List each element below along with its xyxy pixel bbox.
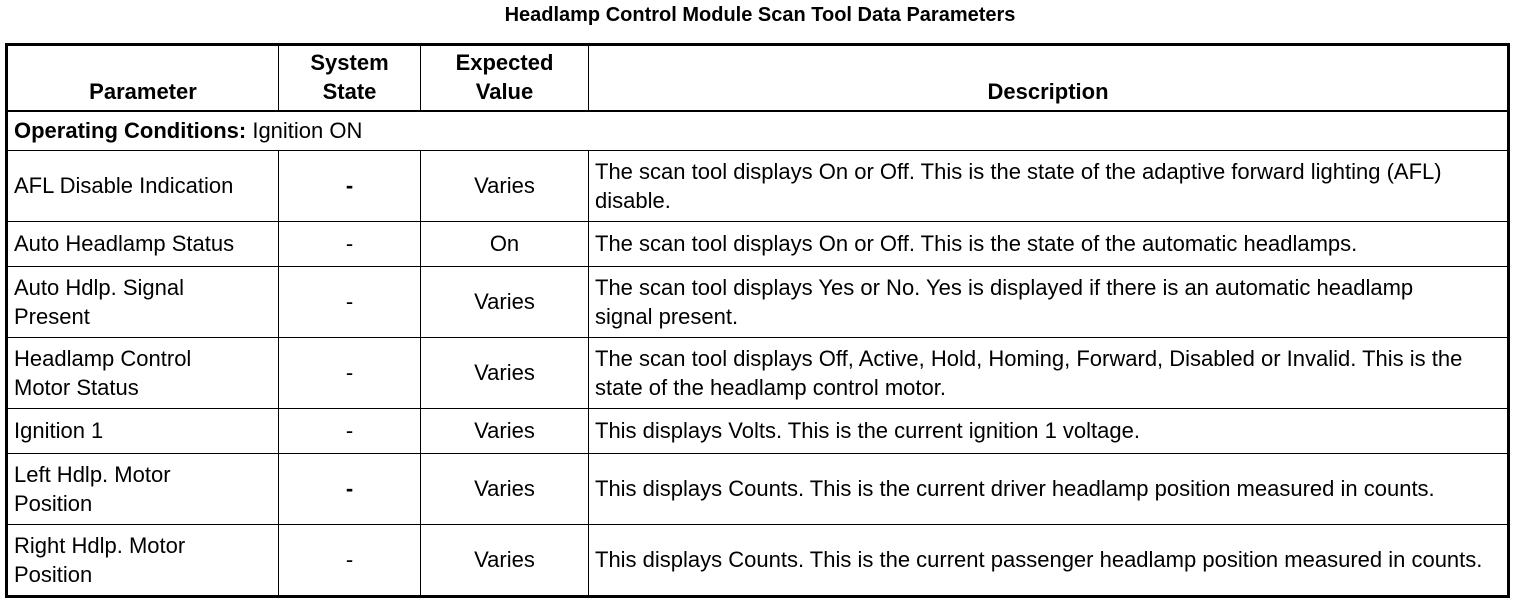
parameters-table: [5, 43, 1510, 598]
table-row: [7, 337, 1509, 408]
row-parameter: [7, 453, 279, 524]
row-parameter: Ignition 1: [7, 408, 279, 453]
row-description-text: The scan tool displays Yes or No. Yes is displayed if there is an automatic headlamp signal present.: [595, 274, 1414, 329]
row-system-state: -: [279, 337, 421, 408]
table-header-row: [7, 45, 1509, 111]
row-description: This displays Counts. This is the current passenger headlamp position measured in counts.: [589, 524, 1509, 596]
row-description: [589, 266, 1509, 337]
row-expected-value: Varies: [421, 150, 589, 221]
row-system-state: -: [279, 408, 421, 453]
operating-conditions-label: Operating Conditions:: [14, 118, 247, 143]
header-system-state: [279, 45, 421, 111]
row-parameter: [7, 337, 279, 408]
row-description: This displays Counts. This is the current driver headlamp position measured in counts.: [589, 453, 1509, 524]
operating-conditions-value: Ignition ON: [252, 118, 363, 143]
row-expected-value: Varies: [421, 408, 589, 453]
row-description: The scan tool displays Off, Active, Hold, Homing, Forward, Disabled or Invalid. This is the state of the headlamp control motor.: [589, 337, 1509, 408]
row-parameter-text: Left Hdlp. Motor Position: [14, 461, 171, 516]
table-row: [7, 524, 1509, 596]
row-system-state: -: [279, 150, 421, 221]
table-row: [7, 221, 1509, 266]
table-row: [7, 150, 1509, 221]
operating-conditions-cell: [7, 111, 1509, 151]
row-system-state: -: [279, 266, 421, 337]
header-expected-value: [421, 45, 589, 111]
row-expected-value: Varies: [421, 453, 589, 524]
table-row: [7, 453, 1509, 524]
header-parameter: Parameter: [7, 45, 279, 111]
row-description: The scan tool displays On or Off. This is the state of the automatic headlamps.: [589, 221, 1509, 266]
row-parameter: [7, 266, 279, 337]
row-system-state: -: [279, 453, 421, 524]
row-parameter: [7, 524, 279, 596]
row-description: The scan tool displays On or Off. This is the state of the adaptive forward lighting (AFL) disable.: [589, 150, 1509, 221]
row-parameter-text: Headlamp Control Motor Status: [14, 345, 192, 400]
operating-conditions-row: [7, 111, 1509, 151]
table-row: [7, 266, 1509, 337]
row-parameter: Auto Headlamp Status: [7, 221, 279, 266]
row-parameter-text: Right Hdlp. Motor Position: [14, 532, 186, 587]
row-parameter: AFL Disable Indication: [7, 150, 279, 221]
row-expected-value: Varies: [421, 337, 589, 408]
table-row: [7, 408, 1509, 453]
row-system-state: -: [279, 221, 421, 266]
row-expected-value: Varies: [421, 524, 589, 596]
row-expected-value: On: [421, 221, 589, 266]
row-expected-value: Varies: [421, 266, 589, 337]
row-system-state: -: [279, 524, 421, 596]
page-title: Headlamp Control Module Scan Tool Data Parameters: [504, 4, 1016, 26]
row-description: This displays Volts. This is the current ignition 1 voltage.: [589, 408, 1509, 453]
row-parameter-text: Auto Hdlp. Signal Present: [14, 274, 184, 329]
header-description: Description: [589, 45, 1509, 111]
header-expected-value-label: Expected Value: [455, 49, 554, 104]
header-system-state-label: System State: [310, 49, 389, 104]
